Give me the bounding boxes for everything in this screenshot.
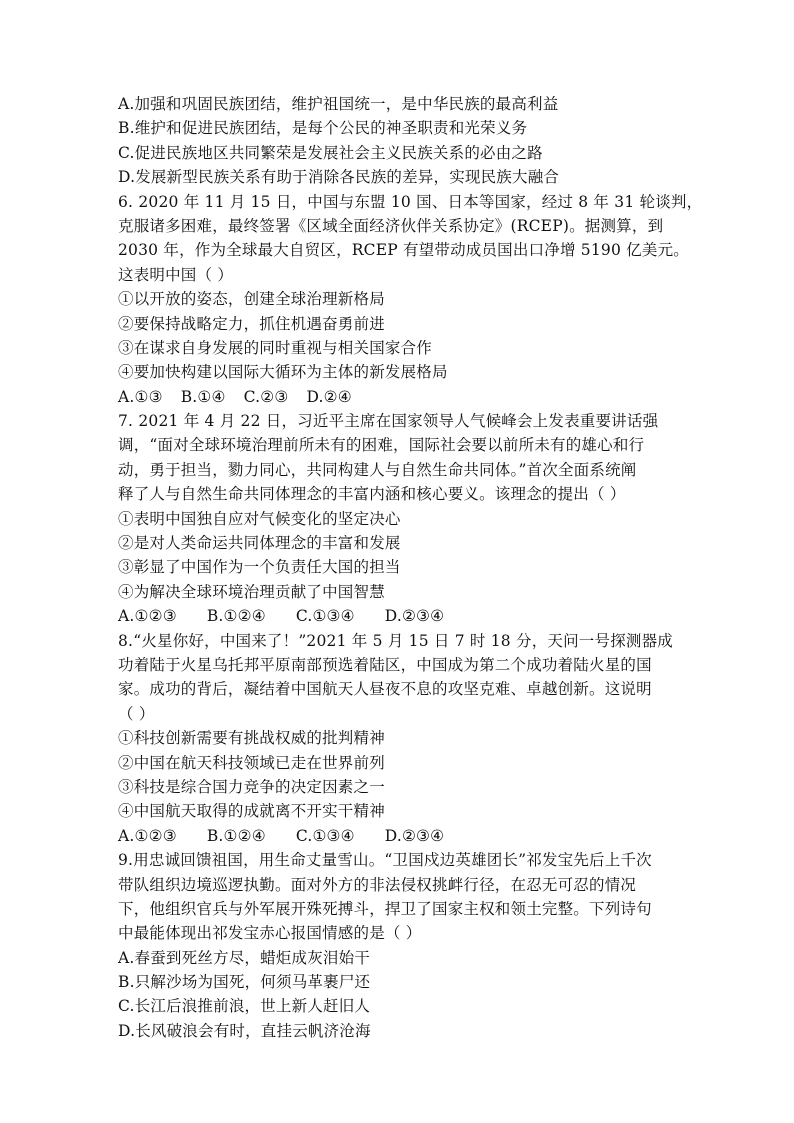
q5-option-a: A.加强和巩固民族团结，维护祖国统一，是中华民族的最高利益 [118, 95, 559, 113]
q6-stem-line: 6. 2020 年 11 月 15 日，中国与东盟 10 国、日本等国家，经过 8 年 31 轮谈判， [118, 192, 703, 211]
q6-choices [118, 385, 678, 409]
q8-stem-line: 8.“火星你好，中国来了！”2021 年 5 月 15 日 7 时 18 分，天问一号探测器成 [118, 631, 673, 650]
q7-choices [118, 604, 678, 628]
q6-stem-line: 2030 年，作为全球最大自贸区，RCEP 有望带动成员国出口净增 5190 亿美元。 [118, 241, 689, 260]
q7-choice-b: B.①②④ [206, 607, 266, 626]
q8-choices [118, 824, 678, 848]
question-content [118, 92, 703, 1043]
q8-statement: ④中国航天取得的成就离不开实干精神 [118, 802, 385, 821]
q6-choice-b: B.①④ [180, 387, 226, 406]
q7-statement: ④为解决全球环境治理贡献了中国智慧 [118, 582, 385, 601]
q8-statement: ①科技创新需要有挑战权威的批判精神 [118, 729, 385, 748]
q7-statement: ③彰显了中国作为一个负责任大国的担当 [118, 558, 401, 577]
q8-choice-d: D.②③④ [384, 826, 445, 845]
q7-stem-line: 释了人与自然生命共同体理念的丰富内涵和核心要义。该理念的提出（ ） [118, 485, 626, 504]
q9-stem-line: 中最能体现出祁发宝赤心报国情感的是（ ） [118, 924, 422, 943]
q7-statement: ②是对人类命运共同体理念的丰富和发展 [118, 534, 401, 553]
q6-choice-a: A.①③ [118, 387, 163, 406]
q8-stem-line: 功着陆于火星乌托邦平原南部预选着陆区，中国成为第二个成功着陆火星的国 [118, 655, 652, 674]
q6-statement: ①以开放的姿态，创建全球治理新格局 [118, 290, 385, 309]
q8-choice-b: B.①②④ [206, 826, 266, 845]
q6-statement: ②要保持战略定力，抓住机遇奋勇前进 [118, 314, 385, 333]
q6-choice-c: C.②③ [243, 387, 289, 406]
q9-option-a: A.春蚕到死丝方尽，蜡炬成灰泪始干 [118, 948, 371, 967]
q6-stem-line: 这表明中国（ ） [118, 265, 234, 284]
q7-stem-line: 调，“面对全球环境治理前所未有的困难，国际社会要以前所未有的雄心和行 [118, 436, 645, 455]
q5-option-c: C.促进民族地区共同繁荣是发展社会主义民族关系的必由之路 [118, 143, 543, 162]
q8-choice-a: A.①②③ [118, 826, 177, 845]
q7-choice-d: D.②③④ [384, 607, 445, 626]
q6-statement: ③在谋求自身发展的同时重视与相关国家合作 [118, 338, 433, 357]
q5-option-b: B.维护和促进民族团结，是每个公民的神圣职责和光荣义务 [118, 119, 528, 138]
q7-stem-line: 7. 2021 年 4 月 22 日，习近平主席在国家领导人气候峰会上发表重要讲话强 [118, 412, 659, 431]
q8-stem-line: 家。成功的背后，凝结着中国航天人昼夜不息的攻坚克难、卓越创新。这说明 [118, 680, 652, 699]
q6-statement: ④要加快构建以国际大循环为主体的新发展格局 [118, 363, 448, 382]
q7-choice-a: A.①②③ [118, 607, 177, 626]
q9-option-b: B.只解沙场为国死，何须马革裹尸还 [118, 973, 371, 992]
q6-stem-line: 克服诸多困难，最终签署《区域全面经济伙伴关系协定》(RCEP)。据测算，到 [118, 216, 664, 235]
q7-stem-line: 动，勇于担当，勠力同心，共同构建人与自然生命共同体。”首次全面系统阐 [118, 460, 637, 479]
q5-option-d: D.发展新型民族关系有助于消除各民族的差异，实现民族大融合 [118, 168, 560, 187]
q9-option-d: D.长风破浪会有时，直挂云帆济沧海 [118, 1021, 371, 1040]
q7-choice-c: C.①③④ [295, 607, 355, 626]
q8-statement: ②中国在航天科技领域已走在世界前列 [118, 753, 385, 772]
q8-choice-c: C.①③④ [295, 826, 355, 845]
q6-choice-d: D.②④ [306, 387, 352, 406]
q9-stem-line: 下，他组织官兵与外军展开殊死搏斗，捍卫了国家主权和领土完整。下列诗句 [118, 899, 652, 918]
q8-stem-line: （ ） [118, 704, 155, 723]
q8-statement: ③科技是综合国力竞争的决定因素之一 [118, 777, 385, 796]
q7-statement: ①表明中国独自应对气候变化的坚定决心 [118, 509, 401, 528]
q9-stem-line: 9.用忠诚回馈祖国，用生命丈量雪山。“卫国戍边英雄团长”祁发宝先后上千次 [118, 851, 652, 870]
q9-option-c: C.长江后浪推前浪，世上新人赶旧人 [118, 997, 371, 1016]
q9-stem-line: 带队组织边境巡逻执勤。面对外方的非法侵权挑衅行径，在忍无可忍的情况 [118, 875, 637, 894]
